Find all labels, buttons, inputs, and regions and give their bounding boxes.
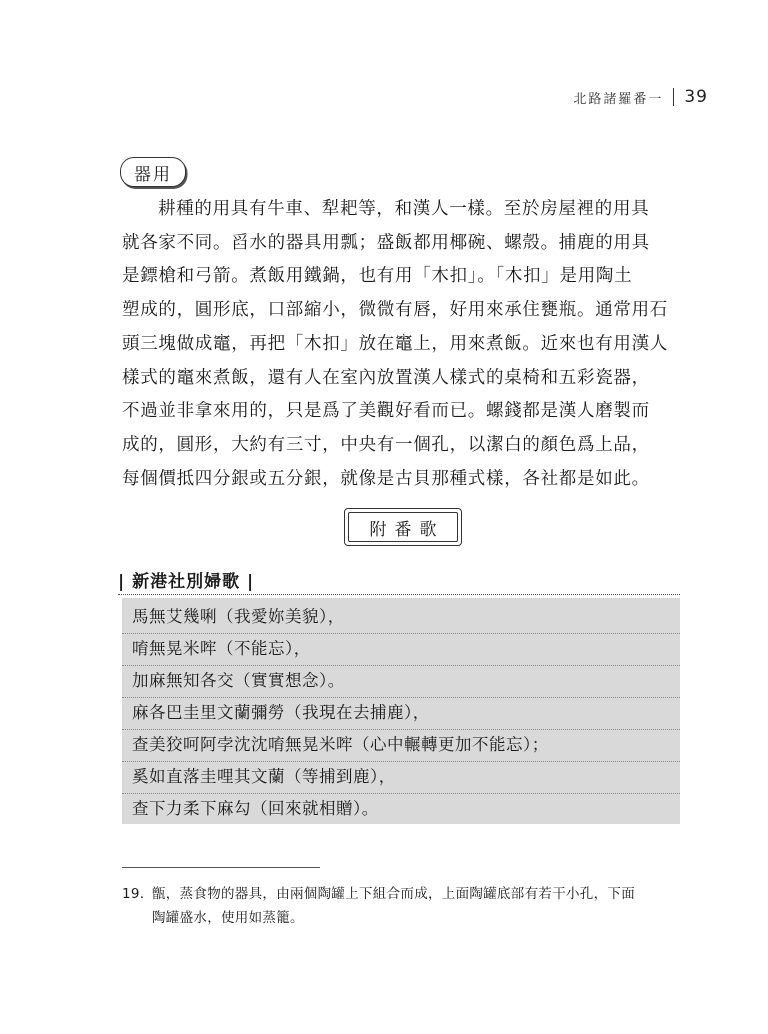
paragraph-line: 是鏢槍和弓箭。煮飯用鐵鍋，也有用「木扣」。「木扣」是用陶土 xyxy=(122,266,633,287)
section-tag: 器用 xyxy=(120,157,186,187)
song-section-banner xyxy=(344,508,462,546)
paragraph-line: 不過並非拿來用的，只是爲了美觀好看而已。螺錢都是漢人磨製而 xyxy=(122,401,650,422)
paragraph-line: 耕種的用具有牛車、犁耙等，和漢人一樣。至於房屋裡的用具 xyxy=(158,199,650,219)
footnote-text-continued: 陶罐盛水，使用如蒸籠。 xyxy=(152,910,304,926)
page-number: 39 xyxy=(684,87,708,107)
paragraph-line: 樣式的竈來煮飯，還有人在室內放置漢人樣式的桌椅和五彩瓷器， xyxy=(122,367,650,388)
song-title-row xyxy=(118,566,680,592)
song-title: | 新港社別婦歌 | xyxy=(118,571,255,592)
lyrics-box xyxy=(122,598,680,824)
lyric-line: 馬無艾幾唎（我愛妳美貌）， xyxy=(132,607,345,626)
body-paragraph xyxy=(122,193,692,496)
paragraph-line: 塑成的，圓形底，口部縮小，微微有唇，好用來承住甕瓶。通常用石 xyxy=(122,300,668,321)
lyric-line: 查美狡呵阿孛沈沈唷無晃米哰（心中輾轉更加不能忘）； xyxy=(132,735,549,754)
lyric-line: 加麻無知各交（實實想念）。 xyxy=(132,671,345,690)
paragraph-line: 就各家不同。舀水的器具用瓢；盛飯都用椰碗、螺殼。捕鹿的用具 xyxy=(122,232,650,253)
header-divider xyxy=(673,88,674,106)
running-header xyxy=(573,85,708,109)
paragraph-line: 每個價抵四分銀或五分銀，就像是古貝那種式樣，各社都是如此。 xyxy=(122,468,650,489)
paragraph-line: 頭三塊做成竈，再把「木扣」放在竈上，用來煮飯。近來也有用漢人 xyxy=(122,333,668,354)
banner-text: 附番歌 xyxy=(369,519,445,540)
song-title-rule xyxy=(118,594,680,595)
paragraph-line: 成的，圓形，大約有三寸，中央有一個孔，以潔白的顏色爲上品， xyxy=(122,434,650,455)
footnote-number: 19. xyxy=(122,886,145,902)
lyric-line: 奚如直落圭哩其文蘭（等捕到鹿）， xyxy=(132,767,396,786)
footnote-text: 甑，蒸食物的器具，由兩個陶罐上下組合而成，上面陶罐底部有若干小孔，下面 xyxy=(152,886,635,902)
lyric-line: 唷無晃米哰（不能忘）， xyxy=(132,639,311,658)
footnote-rule xyxy=(122,867,320,868)
footnote xyxy=(122,882,688,930)
lyric-line: 麻各巴圭里文蘭彌勞（我現在去捕鹿）， xyxy=(132,703,430,722)
chapter-title: 北路諸羅番一 xyxy=(573,91,664,107)
lyric-line: 查下力柔下麻勾（回來就相贈）。 xyxy=(132,799,379,818)
